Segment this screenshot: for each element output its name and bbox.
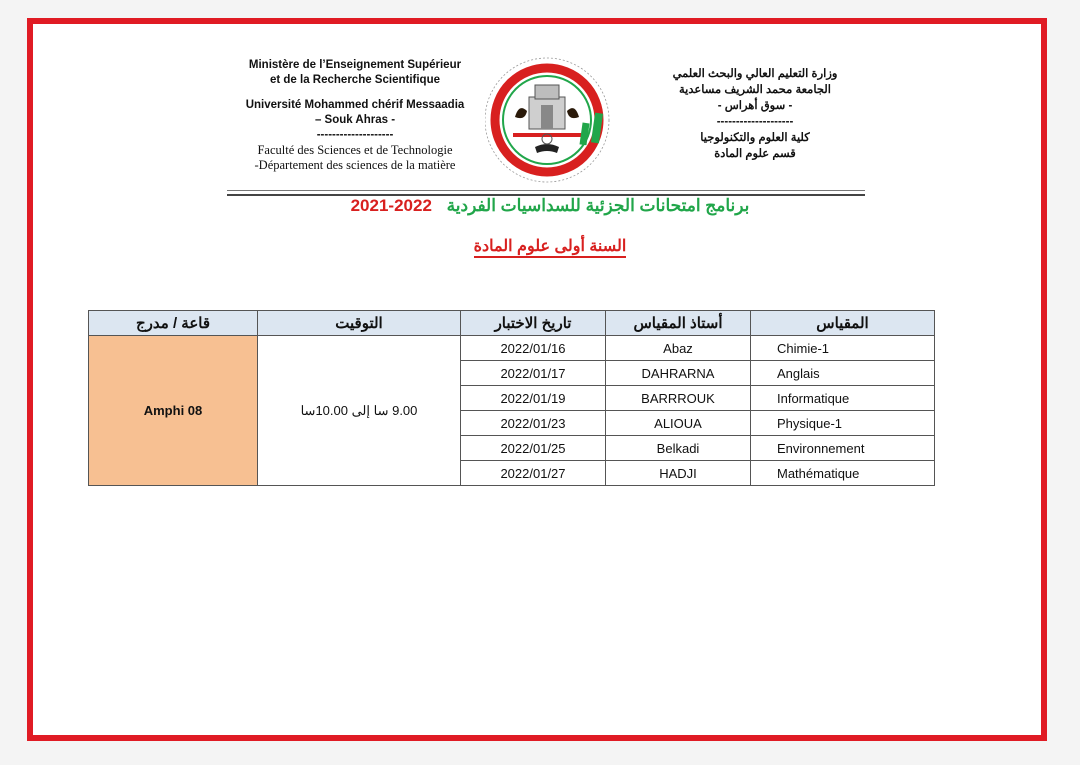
university-ar: الجامعة محمد الشريف مساعدية xyxy=(679,84,831,96)
subject-cell: Chimie-1 xyxy=(751,336,935,361)
date-cell: 2022/01/23 xyxy=(461,411,606,436)
faculty-fr: Faculté des Sciences et de Technologie xyxy=(257,143,453,157)
date-cell: 2022/01/19 xyxy=(461,386,606,411)
professor-cell: DAHRARNA xyxy=(606,361,751,386)
subtitle-text: السنة أولى علوم المادة xyxy=(474,238,627,258)
header-arabic xyxy=(640,66,870,162)
header-time: التوقيت xyxy=(258,311,461,336)
document-subtitle xyxy=(300,236,800,256)
subject-cell: Physique-1 xyxy=(751,411,935,436)
header-professor: أستاذ المقياس xyxy=(606,311,751,336)
table-row xyxy=(89,336,935,361)
professor-cell: HADJI xyxy=(606,461,751,486)
subject-cell: Informatique xyxy=(751,386,935,411)
separator-fr: -------------------- xyxy=(316,129,394,141)
document-title xyxy=(200,196,900,216)
university-logo-icon xyxy=(485,35,615,195)
header-french xyxy=(240,58,470,173)
title-year: 2022-2021 xyxy=(350,196,432,215)
header-room: قاعة / مدرج xyxy=(89,311,258,336)
professor-cell: ALIOUA xyxy=(606,411,751,436)
date-cell: 2022/01/17 xyxy=(461,361,606,386)
header-subject: المقياس xyxy=(751,311,935,336)
university-fr-line2: – Souk Ahras - xyxy=(314,114,396,126)
date-cell: 2022/01/16 xyxy=(461,336,606,361)
department-fr: -Département des sciences de la matière xyxy=(254,158,456,172)
title-text: برنامج امتحانات الجزئية للسداسيات الفردية xyxy=(446,196,750,215)
subject-cell: Environnement xyxy=(751,436,935,461)
ministry-fr-line1: Ministère de l’Enseignement Supérieur xyxy=(248,59,462,71)
city-ar: - سوق أهراس - xyxy=(717,100,793,112)
header-divider-thin xyxy=(227,190,865,191)
professor-cell: Belkadi xyxy=(606,436,751,461)
separator-ar: -------------------- xyxy=(716,116,794,128)
date-cell: 2022/01/27 xyxy=(461,461,606,486)
faculty-ar: كلية العلوم والتكنولوجيا xyxy=(700,132,810,144)
room-cell: Amphi 08 xyxy=(89,336,258,486)
time-text: 9.00 سا إلى 10.00سا xyxy=(300,402,418,418)
date-cell: 2022/01/25 xyxy=(461,436,606,461)
table-header-row xyxy=(89,311,935,336)
professor-cell: Abaz xyxy=(606,336,751,361)
ministry-fr-line2: et de la Recherche Scientifique xyxy=(269,74,440,86)
ministry-ar: وزارة التعليم العالي والبحث العلمي xyxy=(672,68,838,80)
exam-schedule-table xyxy=(88,310,935,486)
header-date: تاريخ الاختبار xyxy=(461,311,606,336)
university-fr-line1: Université Mohammed chérif Messaadia xyxy=(245,99,465,111)
subject-cell: Anglais xyxy=(751,361,935,386)
subject-cell: Mathématique xyxy=(751,461,935,486)
department-ar: قسم علوم المادة xyxy=(714,148,796,160)
time-cell xyxy=(258,336,461,486)
professor-cell: BARRROUK xyxy=(606,386,751,411)
